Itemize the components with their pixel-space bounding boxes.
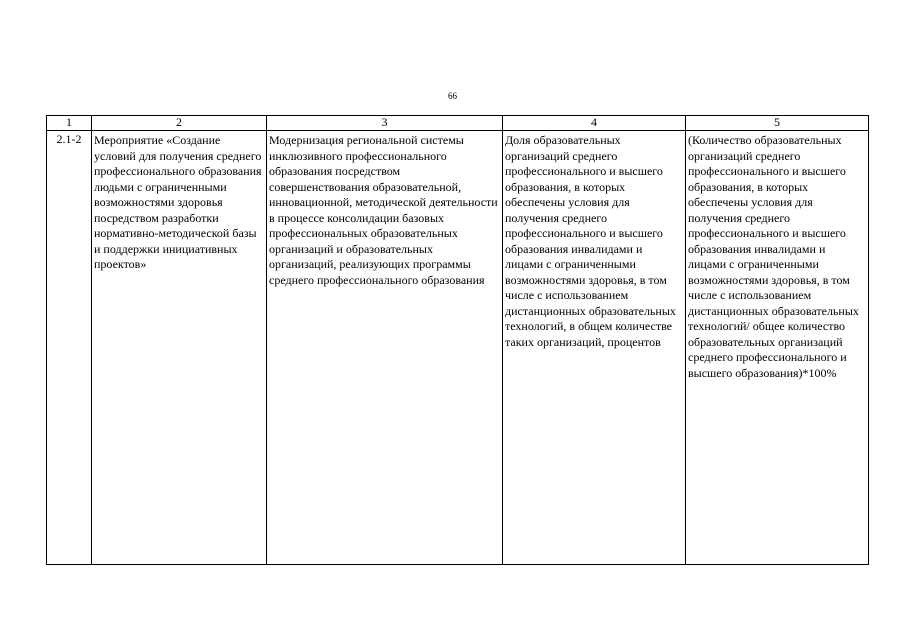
event-cell: Мероприятие «Создание условий для получения среднего профессионального образования людьми с ограниченными возможностями здоровья посредством разработки нормативно-методической базы и поддержки инициативных проектов» (92, 131, 267, 565)
column-header-2: 2 (92, 116, 267, 131)
column-header-5: 5 (686, 116, 869, 131)
column-header-3: 3 (267, 116, 503, 131)
column-header-4: 4 (503, 116, 686, 131)
table-row (47, 131, 869, 565)
document-table (46, 115, 869, 565)
description-cell: Модернизация региональной системы инклюзивного профессионального образования посредством совершенствования образовательной, инновационной, методической деятельности в процессе консолидации базовых профессиональных образовательных организаций и образовательных организаций, реализующих программы среднего профессионального образования (267, 131, 503, 565)
row-number-cell: 2.1-2 (47, 131, 92, 565)
column-header-1: 1 (47, 116, 92, 131)
page-number: 66 (448, 91, 457, 101)
table-header-row (47, 116, 869, 131)
formula-cell: (Количество образовательных организаций среднего профессионального и высшего образования, в которых обеспечены условия для получения среднего профессионального и высшего образования инвалидами и лицами с ограниченными возможностями здоровья, в том числе с использованием дистанционных образовательных технологий/ общее количество образовательных организаций среднего профессионального и высшего образования)*100% (686, 131, 869, 565)
indicator-cell: Доля образовательных организаций среднего профессионального и высшего образования, в которых обеспечены условия для получения среднего профессионального и высшего образования инвалидами и лицами с ограниченными возможностями здоровья, в том числе с использованием дистанционных образовательных технологий, в общем количестве таких организаций, процентов (503, 131, 686, 565)
